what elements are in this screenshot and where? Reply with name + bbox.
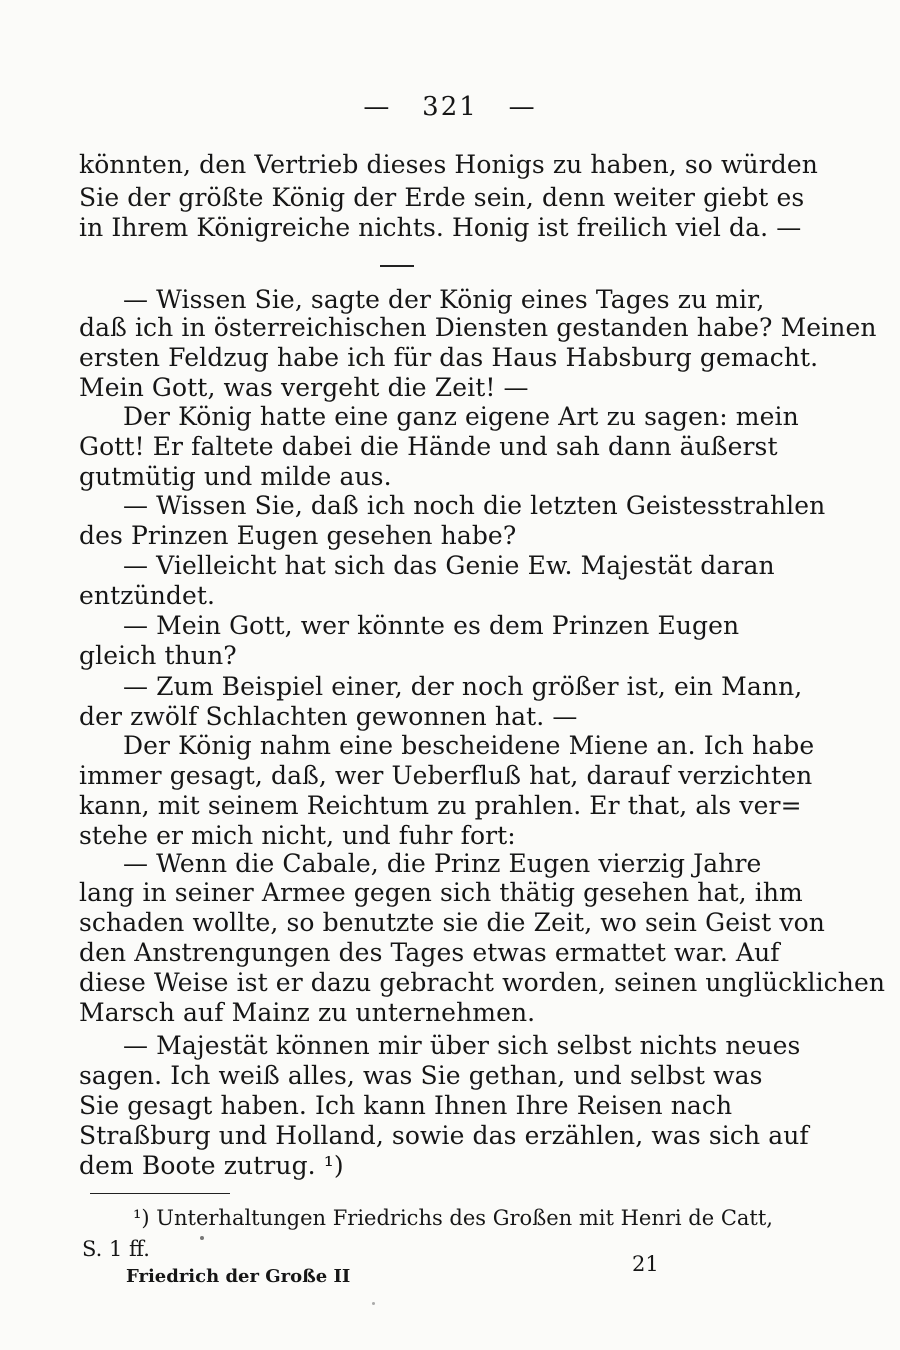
text-line: Gott! Er faltete dabei die Hände und sah dann äußerst [79, 432, 778, 461]
text-line: diese Weise ist er dazu gebracht worden, seinen unglücklichen [79, 968, 886, 997]
text-line: den Anstrengungen des Tages etwas ermattet war. Auf [79, 938, 780, 967]
text-line: Marsch auf Mainz zu unternehmen. [79, 998, 536, 1027]
text-line: kann, mit seinem Reichtum zu prahlen. Er that, als ver= [79, 791, 802, 820]
text-line: schaden wollte, so benutzte sie die Zeit, wo sein Geist von [79, 908, 825, 937]
text-line: Straßburg und Holland, sowie das erzählen, was sich auf [79, 1121, 809, 1150]
text-line: Sie gesagt haben. Ich kann Ihnen Ihre Reisen nach [79, 1091, 733, 1120]
text-line: dem Boote zutrug. ¹) [79, 1151, 344, 1180]
text-line: Sie der größte König der Erde sein, denn weiter giebt es [79, 183, 805, 212]
text-line: — Zum Beispiel einer, der noch größer ist, ein Mann, [123, 672, 803, 701]
text-line: gutmütig und milde aus. [79, 462, 392, 491]
text-line: gleich thun? [79, 641, 237, 670]
text-line: daß ich in österreichischen Diensten gestanden habe? Meinen [79, 313, 877, 342]
text-line: Der König hatte eine ganz eigene Art zu sagen: mein [123, 402, 799, 431]
text-line: entzündet. [79, 581, 216, 610]
text-line: immer gesagt, daß, wer Ueberfluß hat, darauf verzichten [79, 761, 813, 790]
footnote-rule [90, 1193, 230, 1194]
footnote-text: ¹) Unterhaltungen Friedrichs des Großen mit Henri de Catt, [133, 1206, 773, 1230]
text-line: lang in seiner Armee gegen sich thätig gesehen hat, ihm [79, 878, 803, 907]
text-line: der zwölf Schlachten gewonnen hat. — [79, 702, 578, 731]
text-line: — Vielleicht hat sich das Genie Ew. Majestät daran [123, 551, 775, 580]
section-divider [380, 265, 414, 267]
text-line: Der König nahm eine bescheidene Miene an. Ich habe [123, 731, 815, 760]
text-line: stehe er mich nicht, und fuhr fort: [79, 821, 516, 850]
text-line: sagen. Ich weiß alles, was Sie gethan, und selbst was [79, 1061, 763, 1090]
text-line: — Wissen Sie, sagte der König eines Tages zu mir, [123, 285, 765, 314]
text-line: — Majestät können mir über sich selbst nichts neues [123, 1031, 801, 1060]
text-line: des Prinzen Eugen gesehen habe? [79, 521, 517, 550]
text-line: — Wenn die Cabale, die Prinz Eugen vierzig Jahre [123, 849, 762, 878]
text-line: Mein Gott, was vergeht die Zeit! — [79, 373, 529, 402]
text-line: — Mein Gott, wer könnte es dem Prinzen Eugen [123, 611, 740, 640]
page-number-header: — 321 — [363, 92, 537, 122]
text-line: — Wissen Sie, daß ich noch die letzten Geistesstrahlen [123, 491, 826, 520]
signature-title: Friedrich der Große II [126, 1266, 351, 1287]
text-line: in Ihrem Königreiche nichts. Honig ist freilich viel da. — [79, 213, 802, 242]
ink-speck [200, 1236, 204, 1240]
text-line: könnten, den Vertrieb dieses Honigs zu haben, so würden [79, 150, 818, 179]
footnote-text: S. 1 ff. [82, 1237, 150, 1261]
text-line: ersten Feldzug habe ich für das Haus Habsburg gemacht. [79, 343, 819, 372]
ink-speck [372, 1302, 375, 1305]
signature-number: 21 [632, 1252, 659, 1276]
